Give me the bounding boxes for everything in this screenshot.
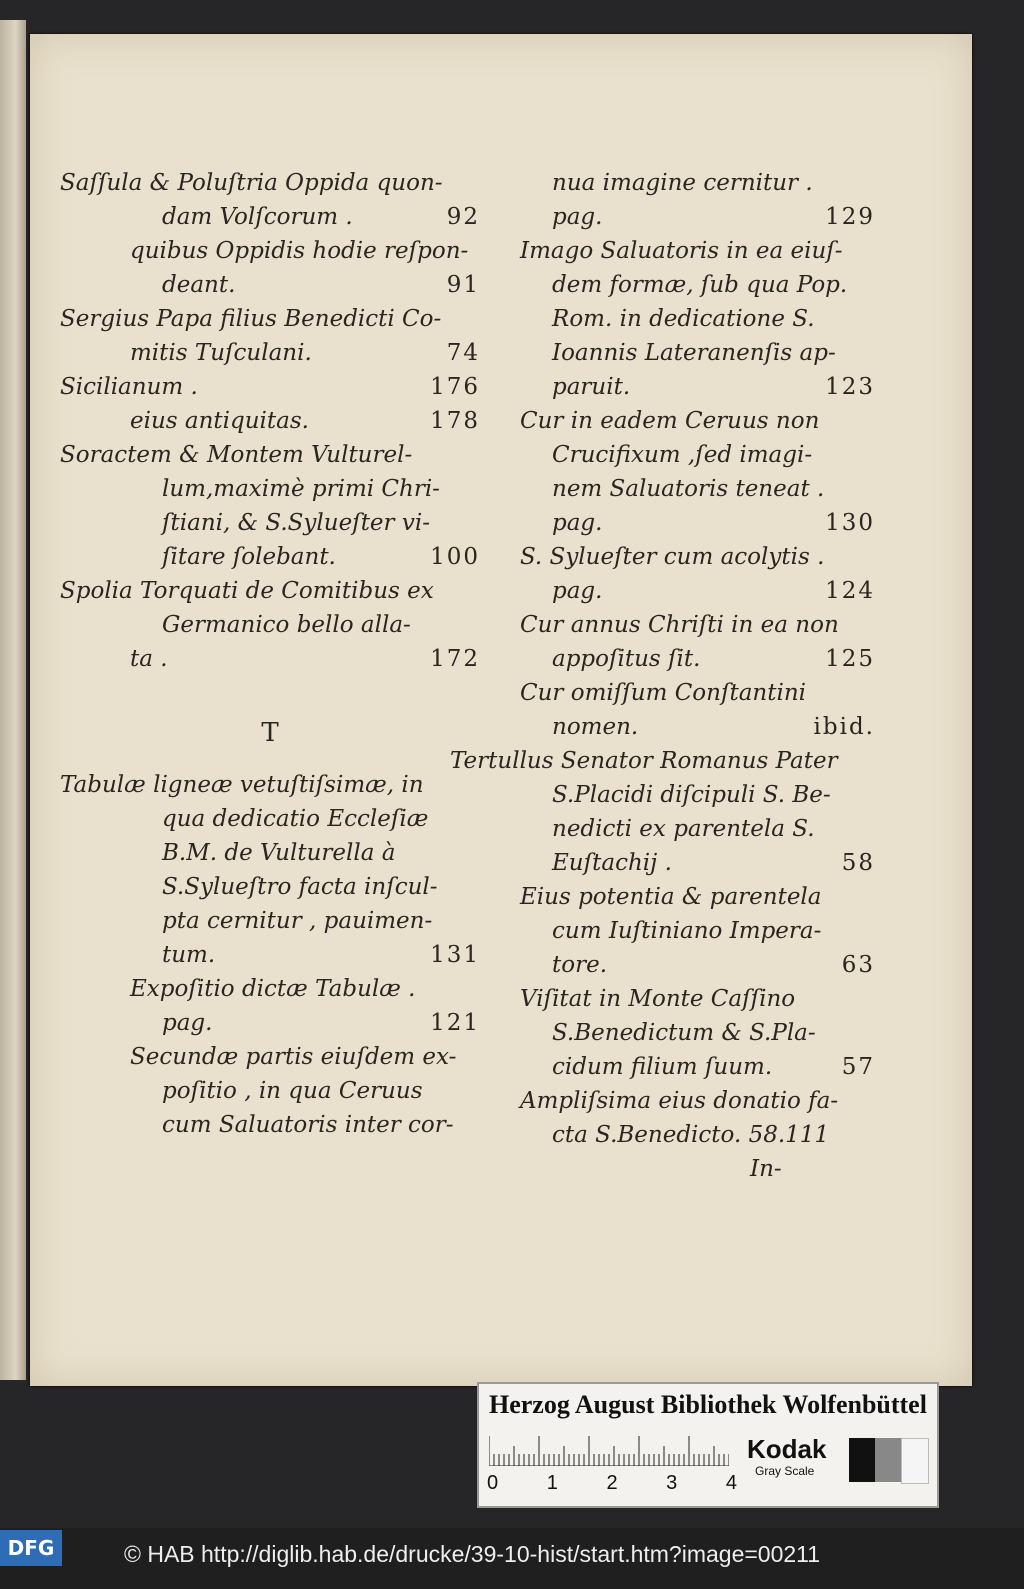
- index-entry: [450, 404, 875, 438]
- entry-text: dem formæ, ſub qua Pop.: [552, 272, 848, 298]
- left-entries-t: [60, 768, 480, 1142]
- index-entry: [450, 1118, 875, 1152]
- index-column-right: [450, 166, 875, 1186]
- index-entry: [450, 608, 875, 642]
- entry-text: Cur in eadem Ceruus non: [520, 408, 820, 434]
- index-entry: [60, 506, 480, 540]
- entry-text: Crucifixum ,ſed imagi-: [552, 442, 813, 468]
- section-gap: [60, 756, 480, 768]
- entry-text: quibus Oppidis hodie reſpon-: [130, 238, 469, 264]
- dfg-logo: DFG: [0, 1530, 62, 1566]
- entry-text: pag.: [552, 510, 603, 536]
- page-number: ibid.: [813, 714, 875, 740]
- index-entry: [450, 370, 875, 404]
- page-number: 176: [430, 374, 480, 400]
- index-entry: [60, 336, 480, 370]
- entry-text: cum Iuſtiniano Impera-: [552, 918, 822, 944]
- index-entry: [60, 836, 480, 870]
- index-entry: [60, 802, 480, 836]
- index-entry: [450, 948, 875, 982]
- page-number: 125: [825, 646, 875, 672]
- entry-text: nedicti ex parentela S.: [552, 816, 815, 842]
- index-entry: [450, 506, 875, 540]
- index-entry: [60, 768, 480, 802]
- page-number: 100: [430, 544, 480, 570]
- entry-text: ſitare ſolebant.: [162, 544, 336, 570]
- entry-text: nem Saluatoris teneat .: [552, 476, 825, 502]
- entry-text: In-: [750, 1156, 782, 1182]
- index-entry: [450, 574, 875, 608]
- gray-patch-mid: [875, 1438, 901, 1482]
- entry-text: S.Placidi diſcipuli S. Be-: [552, 782, 831, 808]
- color-scale-card: [477, 1382, 939, 1508]
- entry-text: Euſtachij .: [552, 850, 672, 876]
- index-entry: [450, 710, 875, 744]
- entry-text: tum.: [162, 942, 216, 968]
- entry-text: pta cernitur , pauimen-: [162, 908, 433, 934]
- index-entry: [450, 812, 875, 846]
- entry-text: pag.: [162, 1010, 213, 1036]
- page-number: 124: [825, 578, 875, 604]
- index-entry: [450, 1084, 875, 1118]
- entry-text: tore.: [552, 952, 608, 978]
- index-entry: [60, 642, 480, 676]
- index-entry: [450, 982, 875, 1016]
- entry-text: cta S.Benedicto. 58.111: [552, 1122, 830, 1148]
- entry-text: eius antiquitas.: [130, 408, 309, 434]
- index-entry: [60, 302, 480, 336]
- index-entry: [450, 1152, 875, 1186]
- kodak-logo: Kodak: [747, 1434, 827, 1464]
- index-entry: [60, 438, 480, 472]
- entry-text: Rom. in dedicatione S.: [552, 306, 815, 332]
- index-entry: [450, 676, 875, 710]
- entry-text: Sergius Papa filius Benedicti Co-: [60, 306, 442, 332]
- page-number: 172: [430, 646, 480, 672]
- index-entry: [60, 370, 480, 404]
- entry-text: pag.: [552, 204, 603, 230]
- entry-text: nua imagine cernitur .: [552, 170, 813, 196]
- entry-text: lum,maximè primi Chri-: [162, 476, 440, 502]
- index-entry: [450, 1050, 875, 1084]
- gray-patch-white: [901, 1438, 929, 1484]
- ruler-label: 4: [725, 1472, 737, 1494]
- index-entry: [450, 472, 875, 506]
- gray-scale-label: Gray Scale: [755, 1464, 815, 1478]
- page-number: 74: [446, 340, 480, 366]
- index-entry: [450, 846, 875, 880]
- entry-text: S. Sylueſter cum acolytis .: [520, 544, 825, 570]
- ruler-ticks: [489, 1436, 729, 1466]
- entry-text: Soractem & Montem Vulturel-: [60, 442, 413, 468]
- entry-text: Cur omiſſum Conſtantini: [520, 680, 806, 706]
- previous-page-edge: [0, 20, 26, 1380]
- entry-text: Sicilianum .: [60, 374, 198, 400]
- entry-text: paruit.: [552, 374, 631, 400]
- index-entry: [60, 166, 480, 200]
- page-number: 63: [841, 952, 875, 978]
- entry-text: ſtiani, & S.Sylueſter vi-: [162, 510, 430, 536]
- entry-text: dam Volſcorum .: [162, 204, 353, 230]
- page-number: 178: [430, 408, 480, 434]
- entry-text: pag.: [552, 578, 603, 604]
- gray-patch-black: [849, 1438, 875, 1482]
- entry-text: S.Benedictum & S.Pla-: [552, 1020, 816, 1046]
- entry-text: appoſitus ſit.: [552, 646, 701, 672]
- entry-text: Tabulæ ligneæ vetuſtiſsimæ, in: [60, 772, 424, 798]
- ruler-labels: [487, 1472, 737, 1495]
- index-entry: [450, 744, 875, 778]
- ruler-label: 2: [606, 1472, 618, 1494]
- credit-link[interactable]: © HAB http://diglib.hab.de/drucke/39-10-hist/start.htm?image=00211: [124, 1541, 821, 1567]
- section-letter: T: [261, 718, 279, 748]
- index-entry: [450, 778, 875, 812]
- entry-text: ta .: [130, 646, 168, 672]
- entry-text: Eius potentia & parentela: [520, 884, 822, 910]
- page-number: 131: [430, 942, 480, 968]
- entry-text: Imago Saluatoris in ea eiuſ-: [520, 238, 843, 264]
- entry-text: deant.: [162, 272, 236, 298]
- index-column-left: [60, 166, 480, 1142]
- page-number: 92: [446, 204, 480, 230]
- index-entry: [450, 268, 875, 302]
- entry-text: Expoſitio dictæ Tabulæ .: [130, 976, 416, 1002]
- index-entry: [60, 1006, 480, 1040]
- page-number: 121: [430, 1010, 480, 1036]
- entry-text: B.M. de Vulturella à: [162, 840, 396, 866]
- entry-text: Cur annus Chriſti in ea non: [520, 612, 839, 638]
- index-entry: [60, 938, 480, 972]
- index-entry: [60, 1040, 480, 1074]
- page-number: 130: [825, 510, 875, 536]
- entry-text: poſitio , in qua Ceruus: [162, 1078, 423, 1104]
- index-entry: [450, 302, 875, 336]
- page-number: 123: [825, 374, 875, 400]
- page-number: 58: [841, 850, 875, 876]
- index-entry: [450, 234, 875, 268]
- entry-text: Germanico bello alla-: [162, 612, 411, 638]
- index-entry: [60, 200, 480, 234]
- entry-text: Viſitat in Monte Caſſino: [520, 986, 796, 1012]
- index-entry: [60, 574, 480, 608]
- entry-text: S.Sylueſtro facta inſcul-: [162, 874, 438, 900]
- index-entry: [60, 540, 480, 574]
- index-entry: [450, 642, 875, 676]
- index-entry: [450, 166, 875, 200]
- page-number: 129: [825, 204, 875, 230]
- index-entry: [60, 904, 480, 938]
- entry-text: cidum filium ſuum.: [552, 1054, 773, 1080]
- entry-text: Saſſula & Poluſtria Oppida quon-: [60, 170, 443, 196]
- section-gap: [60, 676, 480, 710]
- entry-text: Secundæ partis eiuſdem ex-: [130, 1044, 457, 1070]
- index-entry: [450, 914, 875, 948]
- entry-text: Ampliſsima eius donatio fa-: [520, 1088, 839, 1114]
- index-entry: [60, 268, 480, 302]
- index-entry: [60, 972, 480, 1006]
- entry-text: Ioannis Lateranenſis ap-: [552, 340, 836, 366]
- index-entry: [60, 234, 480, 268]
- entry-text: Spolia Torquati de Comitibus ex: [60, 578, 434, 604]
- index-entry: [60, 1108, 480, 1142]
- page-number: 57: [841, 1054, 875, 1080]
- ruler-label: 3: [666, 1472, 678, 1494]
- index-entry: [60, 404, 480, 438]
- page-number: 91: [446, 272, 480, 298]
- entry-text: Tertullus Senator Romanus Pater: [450, 748, 838, 774]
- index-entry: [60, 472, 480, 506]
- right-entries: [450, 166, 875, 1186]
- index-entry: [60, 608, 480, 642]
- index-entry: [60, 870, 480, 904]
- index-entry: [450, 1016, 875, 1050]
- index-entry: [450, 438, 875, 472]
- index-entry: [450, 200, 875, 234]
- entry-text: mitis Tuſculani.: [130, 340, 312, 366]
- book-page: [30, 34, 972, 1386]
- entry-text: cum Saluatoris inter cor-: [162, 1112, 454, 1138]
- left-entries: [60, 166, 480, 676]
- entry-text: nomen.: [552, 714, 639, 740]
- index-entry: [450, 880, 875, 914]
- index-entry: [450, 336, 875, 370]
- index-entry: [450, 540, 875, 574]
- ruler-label: 0: [487, 1472, 499, 1494]
- entry-text: qua dedicatio Eccleſiæ: [162, 806, 429, 832]
- index-entry: [60, 1074, 480, 1108]
- ruler-label: 1: [546, 1472, 558, 1494]
- scale-title: Herzog August Bibliothek Wolfenbüttel: [489, 1390, 927, 1419]
